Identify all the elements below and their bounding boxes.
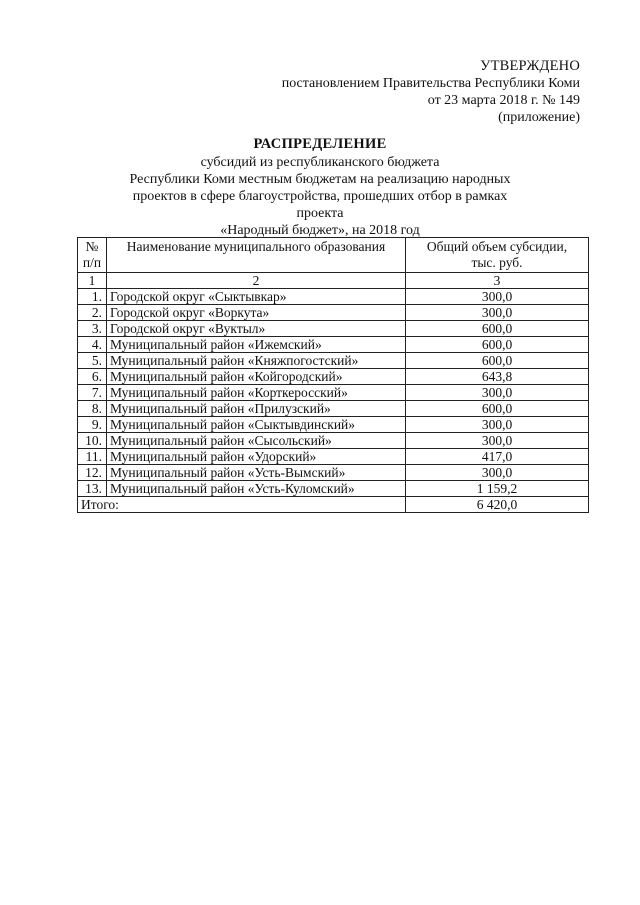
approval-appendix-line: (приложение) [498, 110, 580, 125]
row-amount: 417,0 [406, 449, 589, 465]
column-number: 2 [107, 273, 406, 289]
row-number: 4. [78, 337, 107, 353]
row-number: 5. [78, 353, 107, 369]
row-number: 1. [78, 289, 107, 305]
column-number: 3 [406, 273, 589, 289]
row-municipality: Муниципальный район «Прилузский» [107, 401, 406, 417]
row-amount: 300,0 [406, 289, 589, 305]
row-municipality: Муниципальный район «Усть-Куломский» [107, 481, 406, 497]
row-municipality: Городской округ «Воркута» [107, 305, 406, 321]
row-municipality: Муниципальный район «Сысольский» [107, 433, 406, 449]
approval-date-line: от 23 марта 2018 г. № 149 [427, 93, 580, 108]
title-line: субсидий из республиканского бюджета [200, 155, 440, 170]
total-label: Итого: [78, 497, 406, 513]
row-municipality: Городской округ «Вуктыл» [107, 321, 406, 337]
row-municipality: Муниципальный район «Сыктывдинский» [107, 417, 406, 433]
table-row [78, 401, 589, 417]
row-number: 3. [78, 321, 107, 337]
table-row [78, 465, 589, 481]
header-name: Наименование муниципального образования [107, 238, 406, 273]
row-number: 12. [78, 465, 107, 481]
row-amount: 300,0 [406, 465, 589, 481]
header-number [78, 238, 107, 273]
approval-resolution-line: постановлением Правительства Республики Коми [281, 76, 580, 91]
subsidy-distribution-table [77, 237, 589, 513]
header-amount-line1: Общий объем субсидии, [426, 239, 568, 254]
table-row [78, 385, 589, 401]
approval-block [282, 58, 580, 126]
header-number-line1: № [85, 239, 99, 254]
column-number-row [78, 273, 589, 289]
table-row [78, 321, 589, 337]
row-municipality: Городской округ «Сыктывкар» [107, 289, 406, 305]
table-row [78, 289, 589, 305]
title-line: «Народный бюджет», на 2018 год [220, 223, 420, 238]
column-number: 1 [78, 273, 107, 289]
approval-stamp: УТВЕРЖДЕНО [480, 58, 580, 74]
total-amount: 6 420,0 [406, 497, 589, 513]
table-row [78, 433, 589, 449]
row-amount: 600,0 [406, 401, 589, 417]
row-amount: 643,8 [406, 369, 589, 385]
row-municipality: Муниципальный район «Корткеросский» [107, 385, 406, 401]
row-municipality: Муниципальный район «Удорский» [107, 449, 406, 465]
table-header-row [78, 238, 589, 273]
header-amount [406, 238, 589, 273]
row-amount: 600,0 [406, 353, 589, 369]
row-number: 9. [78, 417, 107, 433]
row-amount: 1 159,2 [406, 481, 589, 497]
row-amount: 300,0 [406, 417, 589, 433]
row-municipality: Муниципальный район «Усть-Вымский» [107, 465, 406, 481]
row-number: 7. [78, 385, 107, 401]
table-row [78, 481, 589, 497]
total-row [78, 497, 589, 513]
row-number: 10. [78, 433, 107, 449]
table-row [78, 337, 589, 353]
header-number-line2: п/п [82, 255, 102, 270]
table-row [78, 369, 589, 385]
row-municipality: Муниципальный район «Княжпогостский» [107, 353, 406, 369]
table-row [78, 417, 589, 433]
title-line: Республики Коми местным бюджетам на реализацию народных [129, 172, 511, 187]
table-row [78, 449, 589, 465]
row-municipality: Муниципальный район «Койгородский» [107, 369, 406, 385]
row-municipality: Муниципальный район «Ижемский» [107, 337, 406, 353]
row-number: 11. [78, 449, 107, 465]
title-line: проектов в сфере благоустройства, прошедших отбор в рамках проекта [132, 189, 508, 221]
row-amount: 600,0 [406, 321, 589, 337]
row-amount: 600,0 [406, 337, 589, 353]
table-row [78, 305, 589, 321]
row-number: 6. [78, 369, 107, 385]
row-number: 8. [78, 401, 107, 417]
row-amount: 300,0 [406, 305, 589, 321]
row-number: 2. [78, 305, 107, 321]
table-row [78, 353, 589, 369]
row-number: 13. [78, 481, 107, 497]
header-amount-line2: тыс. руб. [471, 255, 523, 270]
document-heading: РАСПРЕДЕЛЕНИЕ [253, 136, 387, 152]
row-amount: 300,0 [406, 433, 589, 449]
document-title-block [110, 136, 530, 239]
row-amount: 300,0 [406, 385, 589, 401]
